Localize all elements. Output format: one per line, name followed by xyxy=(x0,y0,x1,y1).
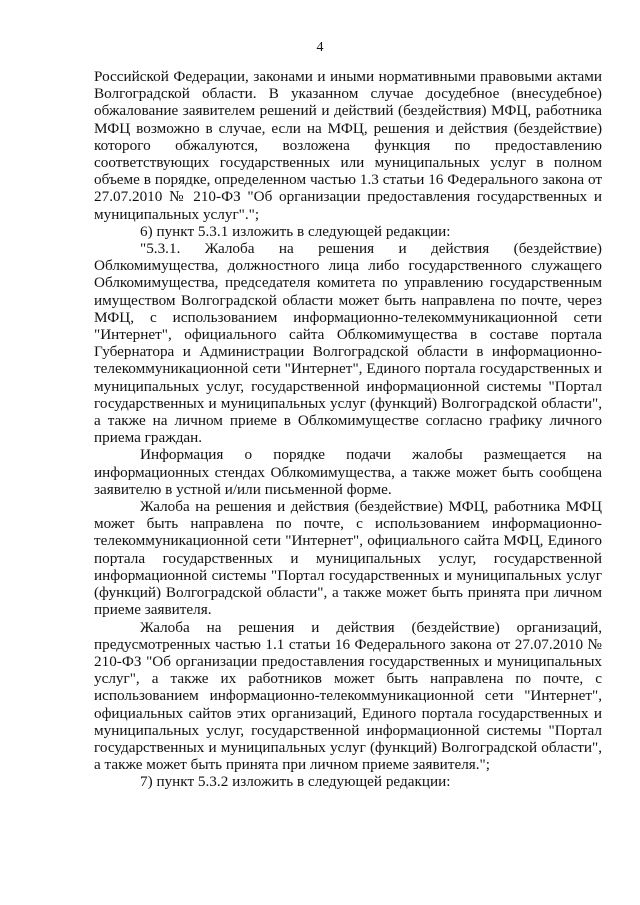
document-body xyxy=(94,68,602,791)
paragraph-5-3-1: "5.3.1. Жалоба на решения и действия (бездействие) Облкомимущества, должностного лица либо государственного служащего Облкомимущества, председателя комитета по управлению государственным имуществом Волгоградской области может быть направлена по почте, через МФЦ, с использованием информационно-телекоммуникационной сети "Интернет", официального сайта Облкомимущества в составе портала Губернатора и Администрации Волгоградской области в информационно-телекоммуникационной сети "Интернет", Единого портала государственных и муниципальных услуг, государственной информационной системы "Портал государственных и муниципальных услуг (функций) Волгоградской области", а также на личном приеме в Облкомимуществе согласно графику личного приема граждан. xyxy=(94,240,602,447)
paragraph-info: Информация о порядке подачи жалобы размещается на информационных стендах Облкомимущества, а также может быть сообщена заявителю в устной и/или письменной форме. xyxy=(94,446,602,498)
paragraph-mfc-complaint: Жалоба на решения и действия (бездействие) МФЦ, работника МФЦ может быть направлена по почте, с использованием информационно-телекоммуникационной сети "Интернет", официального сайта МФЦ, Единого портала государственных и муниципальных услуг, государственной информационной системы "Портал государственных и муниципальных услуг (функций) Волгоградской области", а также может быть принята при личном приеме заявителя. xyxy=(94,498,602,619)
paragraph-item-7: 7) пункт 5.3.2 изложить в следующей редакции: xyxy=(140,773,451,791)
paragraph-continuation: Российской Федерации, законами и иными нормативными правовыми актами Волгоградской области. В указанном случае досудебное (внесудебное) обжалование заявителем решений и действий (бездействия) МФЦ, работника МФЦ возможно в случае, если на МФЦ, решения и действия (бездействие) которого обжалуются, возложена функция по предоставлению соответствующих государственных или муниципальных услуг в полном объеме в порядке, определенном частью 1.3 статьи 16 Федерального закона от 27.07.2010 № 210-ФЗ "Об организации предоставления государственных и муниципальных услуг"."; xyxy=(94,68,602,223)
page-number: 4 xyxy=(316,40,324,55)
paragraph-org-complaint: Жалоба на решения и действия (бездействие) организаций, предусмотренных частью 1.1 статьи 16 Федерального закона от 27.07.2010 № 210-ФЗ "Об организации предоставления государственных и муниципальных услуг", а также их работников может быть направлена по почте, с использованием информационно-телекоммуникационной сети "Интернет", официальных сайтов этих организаций, Единого портала государственных и муниципальных услуг, государственной информационной системы "Портал государственных и муниципальных услуг (функций) Волгоградской области", а также может быть принята при личном приеме заявителя."; xyxy=(94,618,602,774)
paragraph-item-6: 6) пункт 5.3.1 изложить в следующей редакции: xyxy=(140,222,451,240)
